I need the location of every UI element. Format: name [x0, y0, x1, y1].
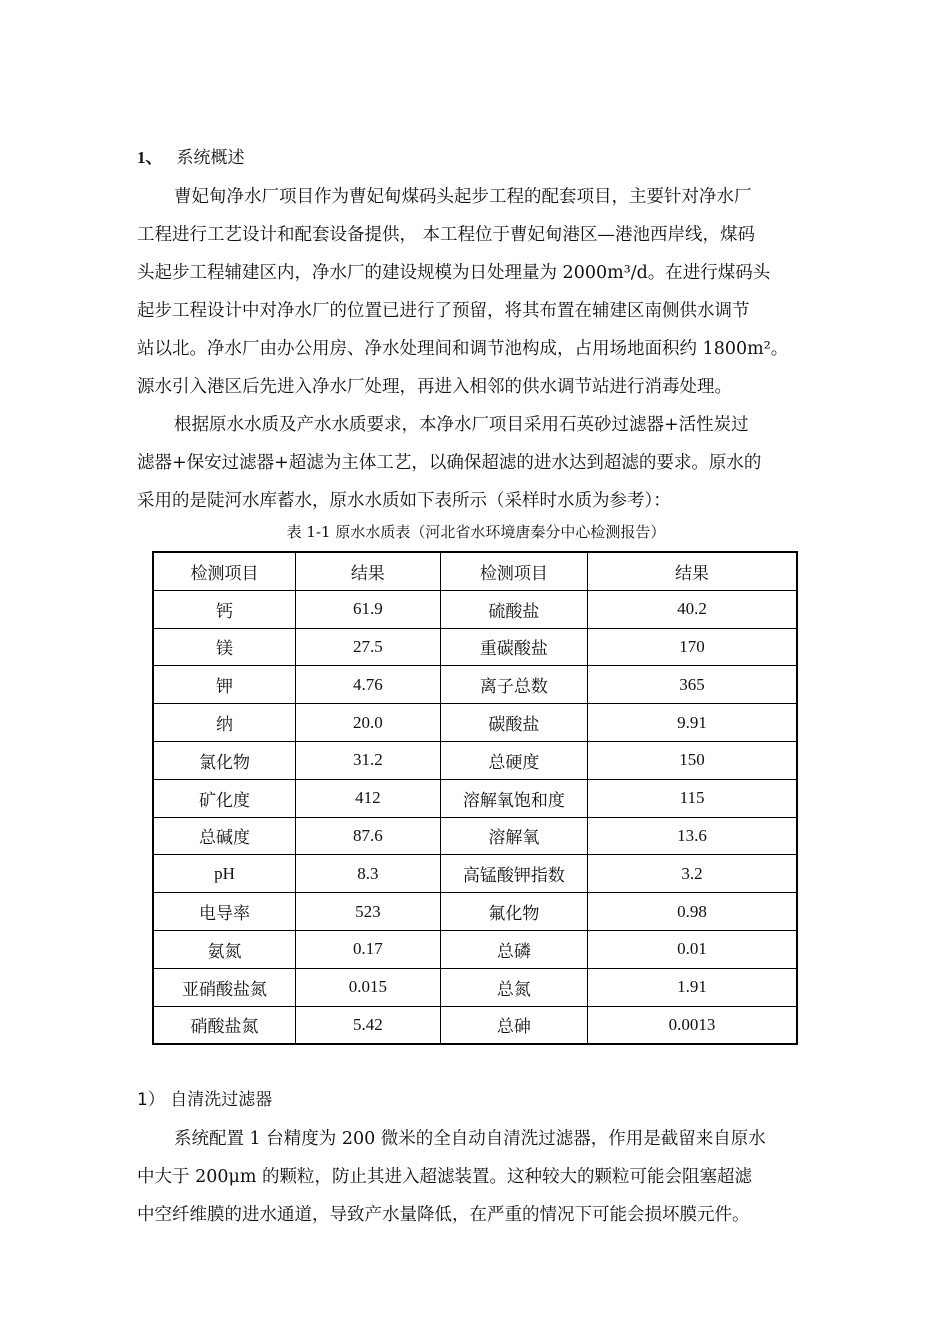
result-value-cell: 27.5	[296, 628, 441, 666]
header-result: 结果	[588, 552, 797, 590]
result-value-cell: 87.6	[296, 817, 441, 855]
header-item: 检测项目	[153, 552, 296, 590]
paragraph-line: 采用的是陡河水库蓄水，原水水质如下表所示（采样时水质为参考）：	[137, 491, 671, 511]
paragraph-line: 工程进行工艺设计和配套设备提供， 本工程位于曹妃甸港区—港池西岸线，煤码	[137, 225, 756, 245]
result-value-cell: 40.2	[588, 590, 797, 628]
result-value-cell: 4.76	[296, 666, 441, 704]
item-name-cell: 离子总数	[440, 666, 587, 704]
item-name-cell: 亚硝酸盐氮	[153, 968, 296, 1006]
result-value-cell: 0.015	[296, 968, 441, 1006]
item-name-cell: 氟化物	[440, 893, 587, 931]
item-name-cell: 纳	[153, 704, 296, 742]
result-value-cell: 13.6	[588, 817, 797, 855]
result-value-cell: 5.42	[296, 1006, 441, 1044]
result-value-cell: 0.01	[588, 930, 797, 968]
item-name-cell: 硫酸盐	[440, 590, 587, 628]
table-row	[153, 855, 797, 893]
item-name-cell: pH	[153, 855, 296, 893]
subsection-heading: 1） 自清洗过滤器	[137, 1090, 273, 1110]
paragraph-filter	[137, 1120, 815, 1234]
table-body	[153, 590, 797, 1044]
item-name-cell: 电导率	[153, 893, 296, 931]
paragraph-line: 头起步工程辅建区内，净水厂的建设规模为日处理量为 2000m³/d。在进行煤码头	[137, 263, 771, 283]
result-value-cell: 3.2	[588, 855, 797, 893]
item-name-cell: 总砷	[440, 1006, 587, 1044]
paragraph-line: 中空纤维膜的进水通道，导致产水量降低，在严重的情况下可能会损坏膜元件。	[137, 1205, 750, 1225]
item-name-cell: 溶解氧	[440, 817, 587, 855]
result-value-cell: 150	[588, 741, 797, 779]
item-name-cell: 硝酸盐氮	[153, 1006, 296, 1044]
item-name-cell: 镁	[153, 628, 296, 666]
item-name-cell: 总硬度	[440, 741, 587, 779]
header-result: 结果	[296, 552, 441, 590]
table-row	[153, 704, 797, 742]
paragraph-line: 根据原水水质及产水水质要求，本净水厂项目采用石英砂过滤器+活性炭过	[174, 415, 749, 435]
paragraph-overview	[137, 178, 815, 406]
result-value-cell: 20.0	[296, 704, 441, 742]
table-row	[153, 968, 797, 1006]
section-heading	[137, 146, 245, 170]
result-value-cell: 412	[296, 779, 441, 817]
item-name-cell: 重碳酸盐	[440, 628, 587, 666]
table-caption: 表 1-1 原水水质表（河北省水环境唐秦分中心检测报告）	[286, 523, 666, 541]
table-header-row	[153, 552, 797, 590]
item-name-cell: 钙	[153, 590, 296, 628]
result-value-cell: 31.2	[296, 741, 441, 779]
table-row	[153, 893, 797, 931]
section-title: 系统概述	[176, 148, 245, 168]
table-row	[153, 666, 797, 704]
result-value-cell: 115	[588, 779, 797, 817]
item-name-cell: 矿化度	[153, 779, 296, 817]
section-number: 1、	[137, 148, 163, 167]
paragraph-process	[137, 406, 815, 520]
item-name-cell: 氯化物	[153, 741, 296, 779]
result-value-cell: 9.91	[588, 704, 797, 742]
paragraph-line: 曹妃甸净水厂项目作为曹妃甸煤码头起步工程的配套项目，主要针对净水厂	[174, 187, 752, 207]
item-name-cell: 总碱度	[153, 817, 296, 855]
table-row	[153, 930, 797, 968]
result-value-cell: 8.3	[296, 855, 441, 893]
result-value-cell: 0.98	[588, 893, 797, 931]
item-name-cell: 溶解氧饱和度	[440, 779, 587, 817]
table-row	[153, 1006, 797, 1044]
paragraph-line: 中大于 200μm 的颗粒，防止其进入超滤装置。这种较大的颗粒可能会阻塞超滤	[137, 1167, 752, 1187]
result-value-cell: 0.0013	[588, 1006, 797, 1044]
item-name-cell: 钾	[153, 666, 296, 704]
paragraph-line: 起步工程设计中对净水厂的位置已进行了预留，将其布置在辅建区南侧供水调节	[137, 301, 750, 321]
item-name-cell: 氨氮	[153, 930, 296, 968]
item-name-cell: 总磷	[440, 930, 587, 968]
result-value-cell: 365	[588, 666, 797, 704]
table-row	[153, 741, 797, 779]
paragraph-line: 站以北。净水厂由办公用房、净水处理间和调节池构成，占用场地面积约 1800m²。	[137, 339, 789, 359]
paragraph-line: 源水引入港区后先进入净水厂处理，再进入相邻的供水调节站进行消毒处理。	[137, 377, 732, 397]
table-row	[153, 590, 797, 628]
table-row	[153, 628, 797, 666]
result-value-cell: 0.17	[296, 930, 441, 968]
result-value-cell: 1.91	[588, 968, 797, 1006]
table-row	[153, 779, 797, 817]
paragraph-line: 滤器+保安过滤器+超滤为主体工艺，以确保超滤的进水达到超滤的要求。原水的	[137, 453, 762, 473]
item-name-cell: 总氮	[440, 968, 587, 1006]
item-name-cell: 碳酸盐	[440, 704, 587, 742]
water-quality-table	[152, 551, 798, 1045]
header-item: 检测项目	[440, 552, 587, 590]
item-name-cell: 高锰酸钾指数	[440, 855, 587, 893]
result-value-cell: 523	[296, 893, 441, 931]
paragraph-line: 系统配置 1 台精度为 200 微米的全自动自清洗过滤器，作用是截留来自原水	[174, 1129, 766, 1149]
result-value-cell: 61.9	[296, 590, 441, 628]
table-row	[153, 817, 797, 855]
result-value-cell: 170	[588, 628, 797, 666]
